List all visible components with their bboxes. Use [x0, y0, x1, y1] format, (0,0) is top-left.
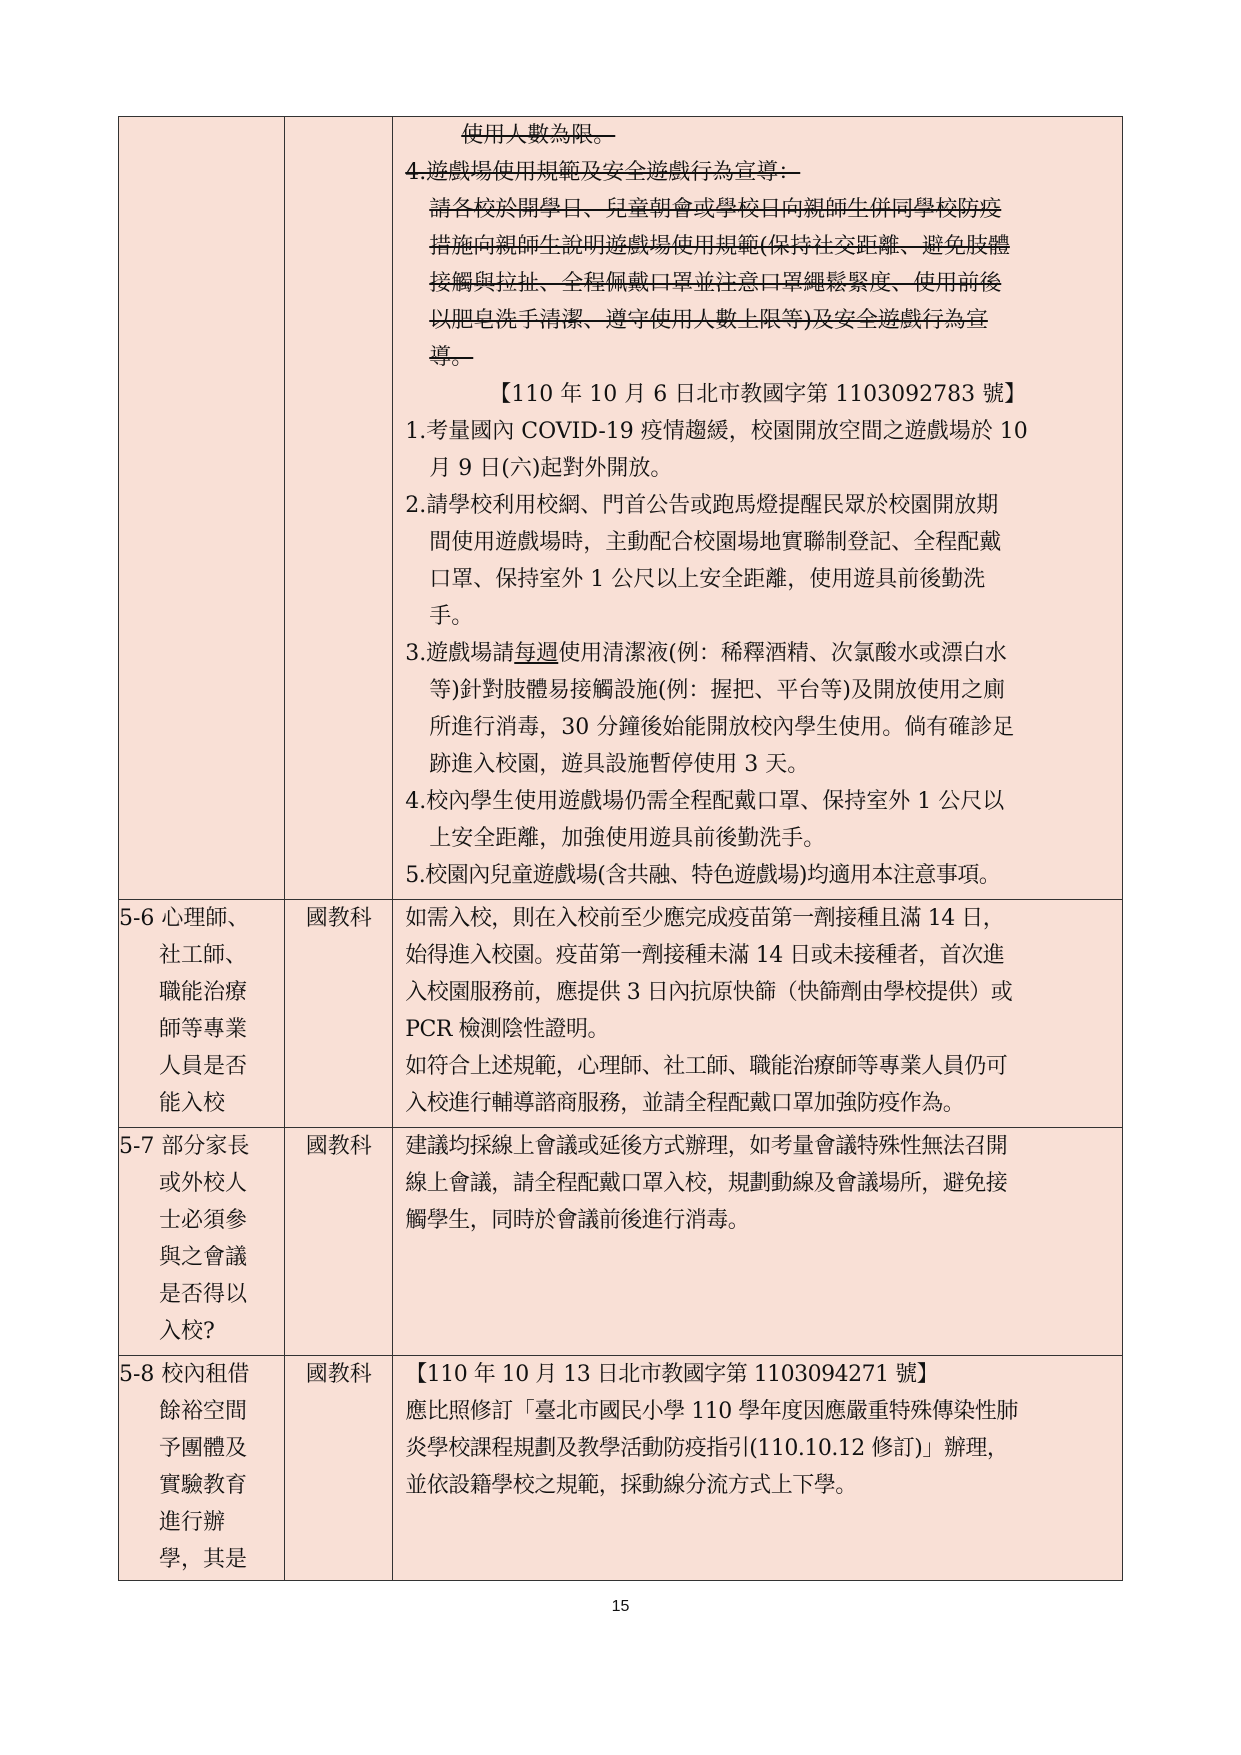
topic-text: 5-6 心理師、	[119, 906, 250, 931]
struck-text: 導。	[429, 345, 474, 370]
dept-cell	[285, 1356, 393, 1581]
dept-cell	[285, 900, 393, 1128]
topic-text: 予團體及	[159, 1436, 248, 1461]
topic-text: 社工師、	[159, 943, 248, 968]
topic-text: 5-8 校內租借	[119, 1362, 250, 1387]
struck-heading: 4.遊戲場使用規範及安全遊戲行為宣導：	[405, 160, 801, 185]
content-text: 線上會議，請全程配戴口罩入校，規劃動線及會議場所，避免接	[405, 1171, 1008, 1196]
content-text: 觸學生，同時於會議前後進行消毒。	[405, 1208, 750, 1233]
reference-number: 【110 年 10 月 13 日北市教國字第 1103094271 號】	[405, 1362, 939, 1387]
dept-text: 國教科	[305, 1362, 372, 1387]
list-item: 1.考量國內 COVID-19 疫情趨緩，校園開放空間之遊戲場於 10	[405, 419, 1028, 444]
list-item-continuation: 等)針對肢體易接觸設施(例：握把、平台等)及開放使用之廁	[429, 678, 1006, 703]
topic-text: 5-7 部分家長	[119, 1134, 250, 1159]
dept-cell	[285, 117, 393, 900]
struck-text: 以肥皂洗手清潔、遵守使用人數上限等)及安全遊戲行為宣	[429, 308, 988, 333]
topic-text: 餘裕空間	[159, 1399, 248, 1424]
list-item-continuation: 上安全距離，加強使用遊具前後勤洗手。	[429, 826, 826, 851]
topic-text: 學，其是	[159, 1547, 248, 1572]
topic-text: 實驗教育	[159, 1473, 248, 1498]
list-item-continuation: 跡進入校園，遊具設施暫停使用 3 天。	[429, 752, 810, 777]
struck-text: 使用人數為限。	[461, 123, 616, 148]
topic-cell	[119, 1356, 285, 1581]
topic-text: 或外校人	[159, 1171, 248, 1196]
content-text: PCR 檢測陰性證明。	[405, 1017, 609, 1042]
dept-text: 國教科	[305, 906, 372, 931]
topic-cell	[119, 117, 285, 900]
content-text: 並依設籍學校之規範，採動線分流方式上下學。	[405, 1473, 857, 1498]
topic-text: 與之會議	[159, 1245, 248, 1270]
list-item-text: 使用清潔液(例：稀釋酒精、次氯酸水或漂白水	[558, 641, 1007, 666]
guidelines-table	[118, 116, 1123, 1581]
list-item-continuation: 月 9 日(六)起對外開放。	[429, 456, 673, 481]
content-text: 始得進入校園。疫苗第一劑接種未滿 14 日或未接種者，首次進	[405, 943, 1005, 968]
reference-number: 【110 年 10 月 6 日北市教國字第 1103092783 號】	[489, 382, 1027, 407]
table-row	[119, 900, 1123, 1128]
table-row	[119, 1356, 1123, 1581]
content-cell	[393, 1128, 1123, 1356]
table-row	[119, 1128, 1123, 1356]
content-text: 建議均採線上會議或延後方式辦理，如考量會議特殊性無法召開	[405, 1134, 1008, 1159]
list-item: 4.校內學生使用遊戲場仍需全程配戴口罩、保持室外 1 公尺以	[405, 789, 1005, 814]
content-cell	[393, 900, 1123, 1128]
topic-text: 能入校	[159, 1091, 226, 1116]
content-text: 入校園服務前，應提供 3 日內抗原快篩（快篩劑由學校提供）或	[405, 980, 1013, 1005]
dept-text: 國教科	[305, 1134, 372, 1159]
topic-cell	[119, 1128, 285, 1356]
topic-text: 進行辦	[159, 1510, 226, 1535]
content-text: 入校進行輔導諮商服務，並請全程配戴口罩加強防疫作為。	[405, 1091, 965, 1116]
list-item: 2.請學校利用校網、門首公告或跑馬燈提醒民眾於校園開放期	[405, 493, 999, 518]
content-text: 炎學校課程規劃及教學活動防疫指引(110.10.12 修訂)」辦理，	[405, 1436, 1009, 1461]
content-text: 如需入校，則在入校前至少應完成疫苗第一劑接種且滿 14 日，	[405, 906, 1005, 931]
list-item-continuation: 手。	[429, 604, 474, 629]
struck-text: 請各校於開學日、兒童朝會或學校日向親師生併同學校防疫	[429, 197, 1002, 222]
struck-text: 接觸與拉扯、全程佩戴口罩並注意口罩繩鬆緊度、使用前後	[429, 271, 1002, 296]
table-row	[119, 117, 1123, 900]
list-item: 5.校園內兒童遊戲場(含共融、特色遊戲場)均適用本注意事項。	[405, 863, 1001, 888]
content-text: 應比照修訂「臺北市國民小學 110 學年度因應嚴重特殊傳染性肺	[405, 1399, 1018, 1424]
topic-cell	[119, 900, 285, 1128]
dept-cell	[285, 1128, 393, 1356]
topic-text: 職能治療	[159, 980, 248, 1005]
list-item-continuation: 口罩、保持室外 1 公尺以上安全距離，使用遊具前後勤洗	[429, 567, 986, 592]
topic-text: 師等專業	[159, 1017, 248, 1042]
topic-text: 士必須參	[159, 1208, 248, 1233]
topic-text: 是否得以	[159, 1282, 248, 1307]
page-number: 15	[611, 1598, 630, 1615]
underlined-text: 每週	[514, 641, 559, 666]
content-text: 如符合上述規範，心理師、社工師、職能治療師等專業人員仍可	[405, 1054, 1008, 1079]
list-item-continuation: 間使用遊戲場時，主動配合校園場地實聯制登記、全程配戴	[429, 530, 1002, 555]
list-item-continuation: 所進行消毒，30 分鐘後始能開放校內學生使用。倘有確診足	[429, 715, 1015, 740]
content-cell	[393, 1356, 1123, 1581]
topic-text: 人員是否	[159, 1054, 248, 1079]
content-cell	[393, 117, 1123, 900]
list-item	[405, 635, 1116, 672]
struck-text: 措施向親師生說明遊戲場使用規範(保持社交距離、避免肢體	[429, 234, 1010, 259]
list-item-text: 3.遊戲場請	[405, 641, 515, 666]
topic-text: 入校?	[159, 1319, 215, 1344]
